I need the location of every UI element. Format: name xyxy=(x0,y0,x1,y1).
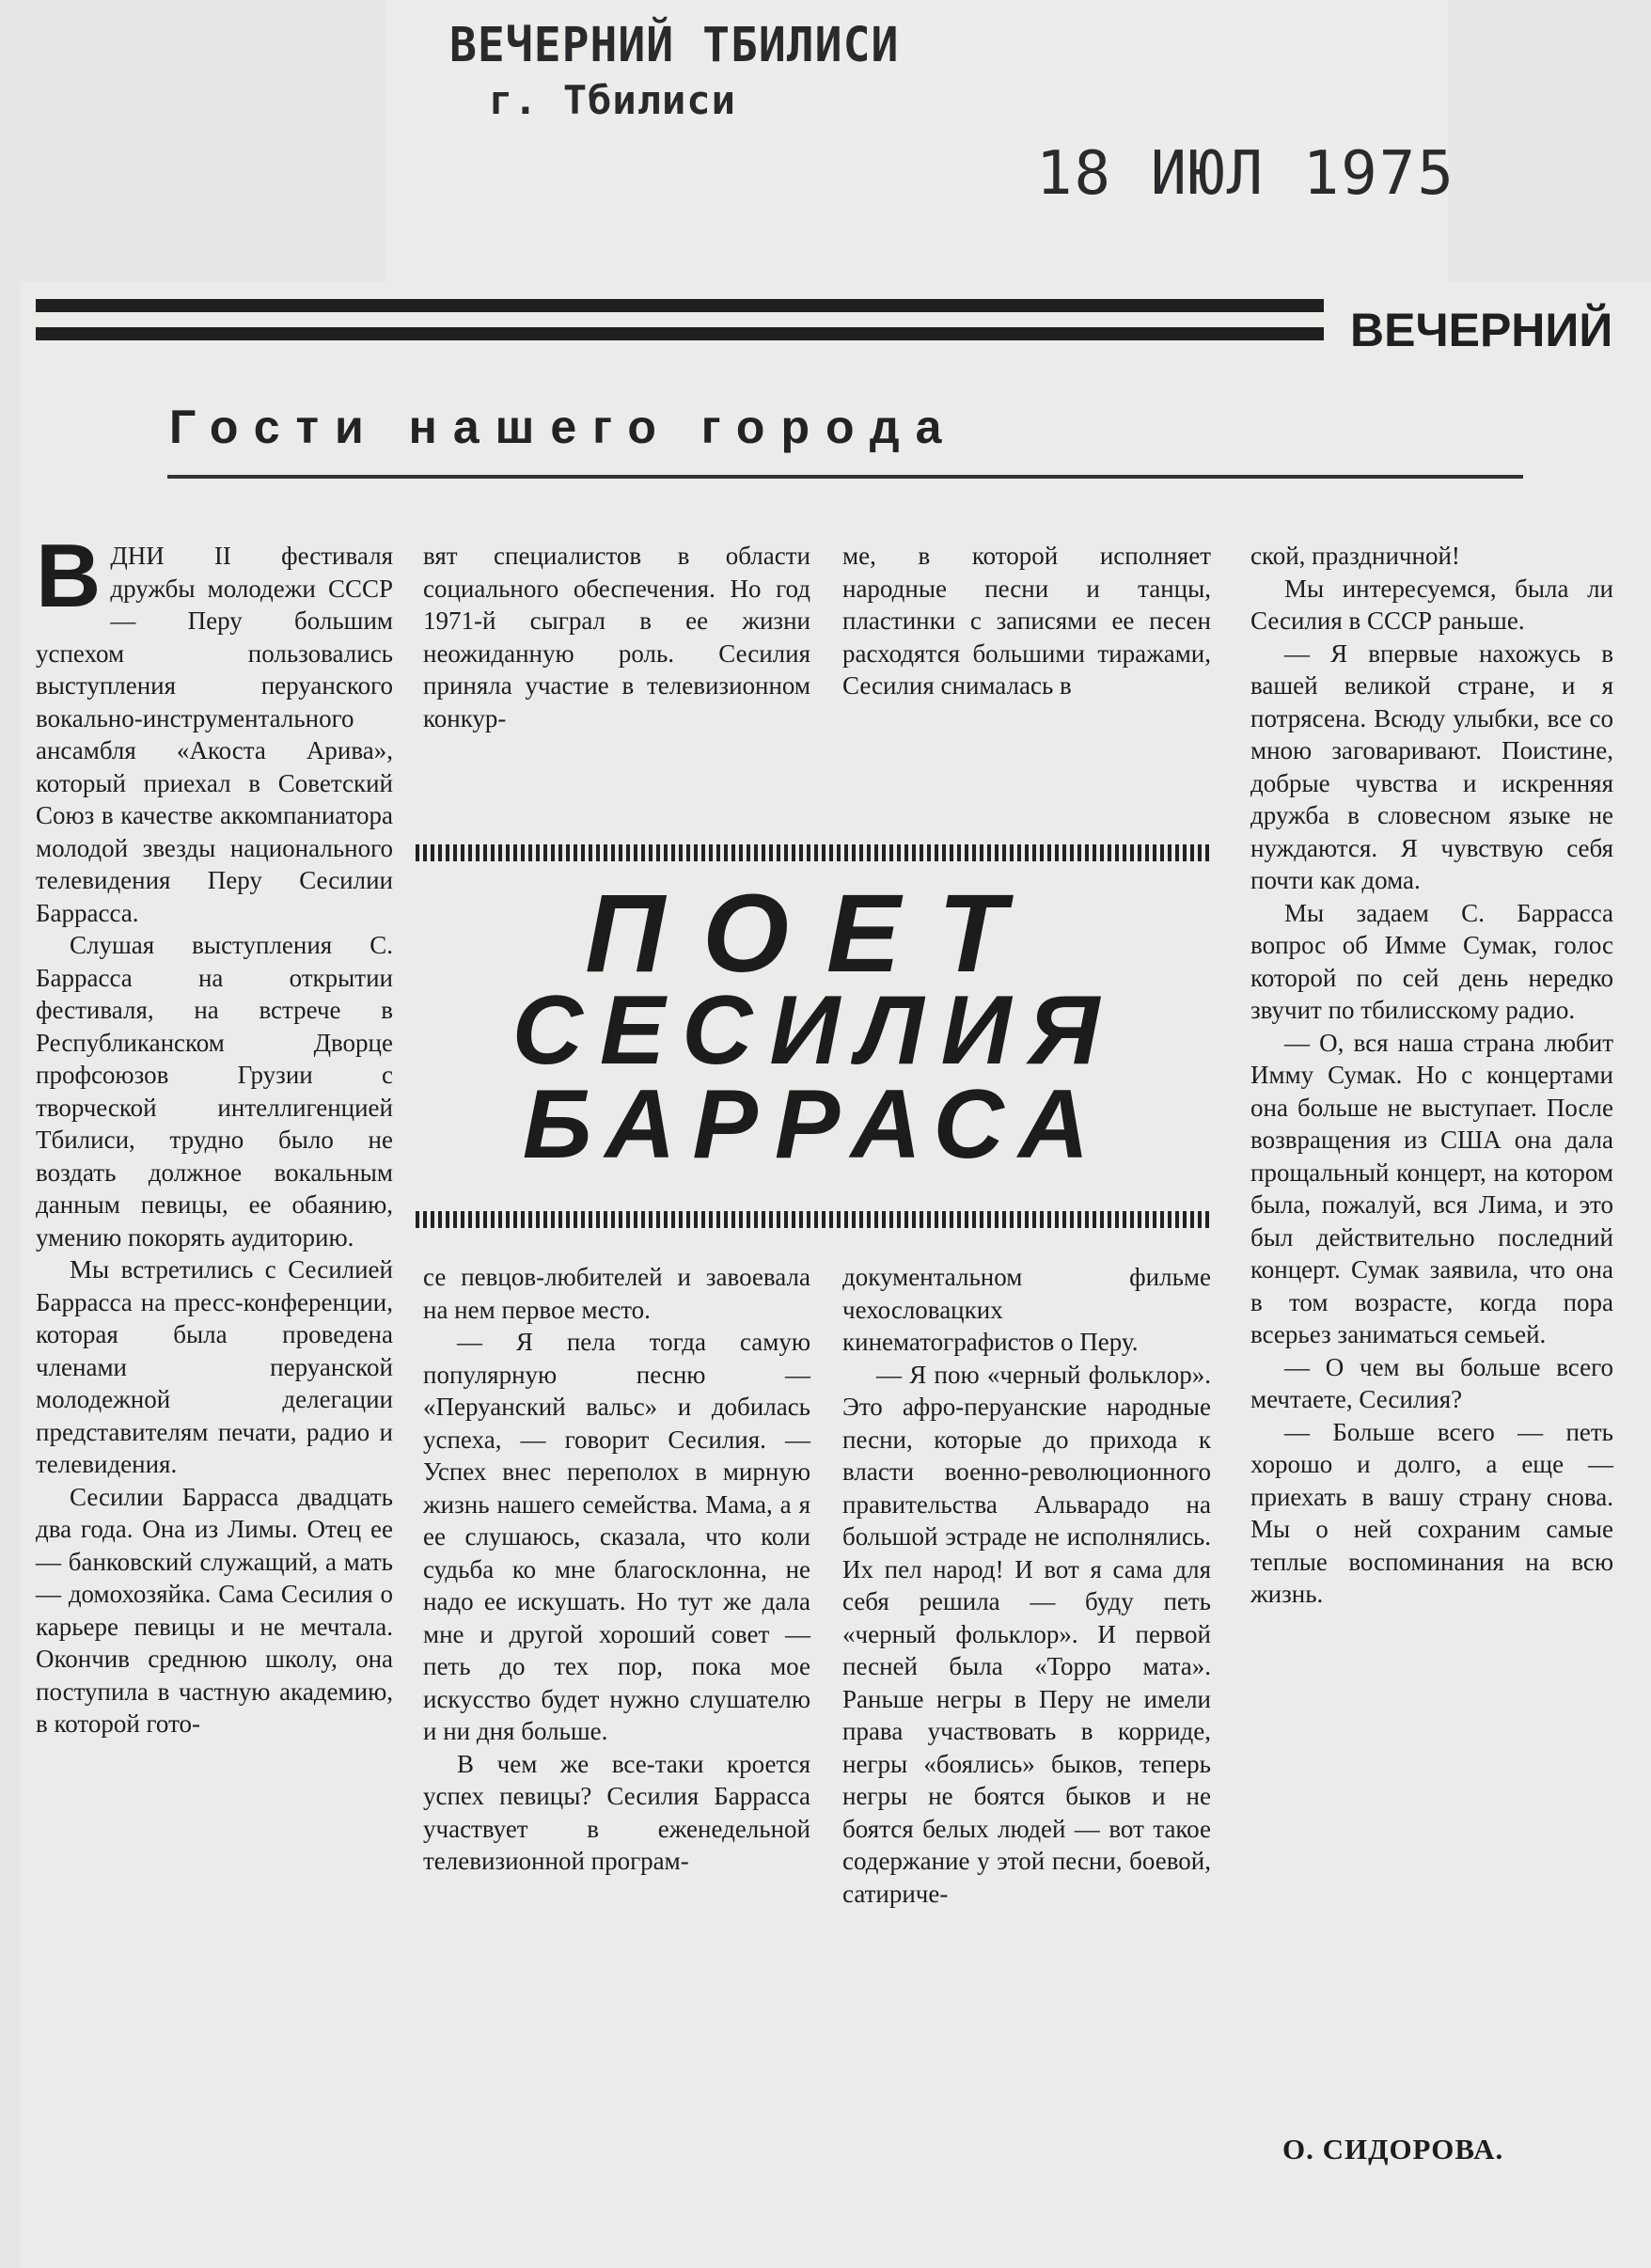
article-column-2-bottom xyxy=(423,1261,810,1878)
paragraph: Сесилии Баррасса двадцать два года. Она из Лимы. Отец ее — банковский служащий, а мать — домохозяйка. Сама Сесилия о карьере певицы и не мечтала. Окончив среднюю школу, она поступила в частную академию, в которой гото- xyxy=(36,1482,393,1738)
paragraph: — Я пою «черный фольклор». Это афрo-перуанские народные песни, которые до прихода к власти военно-революционного правительства Альварадо на большой эстраде не исполнялись. Их пел народ! И вот я сама для себя решила — буду петь «черный фольклор». И первой песней была «Торро мата». Раньше негры в Перу не имели права участвовать в корриде, негры «боялись» быков, теперь негры не боятся быков и не боятся белых людей — вот такое содержание у этой песни, боевой, сатириче- xyxy=(842,1360,1211,1908)
paragraph: — Я пела тогда самую популярную песню — «Перуанский вальс» и добилась успеха, — говорит Сесилия. — Успех внес переполох в мирную жизнь нашего семейства. Мама, а я ее слушаюсь, сказала, что коли судьба ко мне благосклонна, не надо ее искушать. Но тут же дала мне и другой хороший совет — петь до тех пор, пока мое искусство будет нужно слушателю и ни дня больше. xyxy=(423,1328,810,1745)
paragraph: Мы интересуемся, была ли Сесилия в СССР раньше. xyxy=(1250,574,1613,635)
headline-line-1: ПОЕТ xyxy=(585,872,1044,996)
article-column-3-bottom xyxy=(842,1261,1211,1910)
paragraph: В чем же все-таки кроется успех певицы? Сесилия Баррасса участвует в еженедельной телевизионной програм- xyxy=(423,1749,810,1875)
paragraph: Мы задаем С. Баррасса вопрос об Имме Сумак, голос которой по сей день нередко звучит по тбилисскому радио. xyxy=(1250,898,1613,1024)
headline-hatch-bottom xyxy=(416,1211,1213,1228)
archive-stamp-paper: ВЕЧЕРНИЙ ТБИЛИСИ xyxy=(449,17,900,73)
article-column-3-top xyxy=(842,540,1211,702)
article-column-2-top xyxy=(423,540,810,734)
lead-text: ДНИ II фестиваля дружбы молодежи СССР — Перу большим успехом пользовались выступления перуанского вокально-инструментального ансамбля «Акоста Арива», который приехал в Советский Союз в качестве аккомпаниатора молодой звезды национального телевидения Перу Сесилии Баррасса. xyxy=(36,542,393,927)
article-column-1 xyxy=(36,526,393,1740)
section-underline xyxy=(167,475,1523,479)
masthead-rule-bottom xyxy=(36,327,1324,340)
paragraph: се певцов-любителей и завоевала на нем первое место. xyxy=(423,1263,810,1324)
article-column-4 xyxy=(1250,540,1613,1611)
masthead-rule-top xyxy=(36,299,1324,312)
archive-stamp-date: 18 ИЮЛ 1975 xyxy=(1036,139,1455,209)
paragraph: Слушая выступления С. Баррасса на открытии фестиваля, на встрече в Республиканском Дворце профсоюзов Грузии с творческой интеллигенцией Тбилиси, трудно было не воздать должное вокальным данным певицы, ее обаянию, умению покорять аудиторию. xyxy=(36,931,393,1252)
headline-line-2: СЕСИЛИЯ xyxy=(511,976,1117,1085)
drop-cap: В xyxy=(36,526,102,626)
article-headline xyxy=(416,872,1213,1179)
paragraph: Мы встретились с Сесилией Баррасса на пресс-конференции, которая была проведена членами перуанской молодежной делегации представителям печати, радио и телевидения. xyxy=(36,1255,393,1478)
paragraph: вят специалистов в области социального обеспечения. Но год 1971-й сыграл в ее жизни неожиданную роль. Сесилия приняла участие в телевизионном конкур- xyxy=(423,542,810,732)
paragraph: — О чем вы больше всего мечтаете, Сесилия? xyxy=(1250,1352,1613,1413)
author-signature: О. СИДОРОВА. xyxy=(1282,2133,1504,2166)
paragraph: документальном фильме чехословацких кинематографистов о Перу. xyxy=(842,1263,1211,1356)
headline-hatch-top xyxy=(416,844,1213,861)
paragraph: — Больше всего — петь хорошо и долго, а еще — приехать в вашу страну снова. Мы о ней сохраним самые теплые воспоминания на всю жизнь. xyxy=(1250,1417,1613,1608)
newspaper-masthead: ВЕЧЕРНИЙ xyxy=(1350,304,1613,356)
paragraph: — О, вся наша страна любит Имму Сумак. Но с концертами она больше не выступает. После возвращения из США она дала прощальный концерт, на котором была, пожалуй, вся Лима, и это был действительно последний концерт. Сумак заявила, что она в том возрасте, когда пора всерьез заниматься семьей. xyxy=(1250,1028,1613,1348)
headline-line-3: БАРРАСА xyxy=(522,1070,1107,1179)
paragraph: ме, в которой исполняет народные песни и танцы, пластинки с записями ее песен расходятся большими тиражами, Сесилия снималась в xyxy=(842,542,1211,700)
paragraph: — Я впервые нахожусь в вашей великой стране, и я потрясена. Всюду улыбки, все со мною заговаривают. Поистине, добрые чувства и искренняя дружба в словесном языке не нуждаются. Я чувствую себя почти как дома. xyxy=(1250,638,1613,894)
section-title: Гости нашего города xyxy=(169,401,958,453)
paragraph: ской, праздничной! xyxy=(1250,542,1460,570)
paragraph-lead xyxy=(36,526,393,929)
archive-stamp-city: г. Тбилиси xyxy=(489,77,736,123)
